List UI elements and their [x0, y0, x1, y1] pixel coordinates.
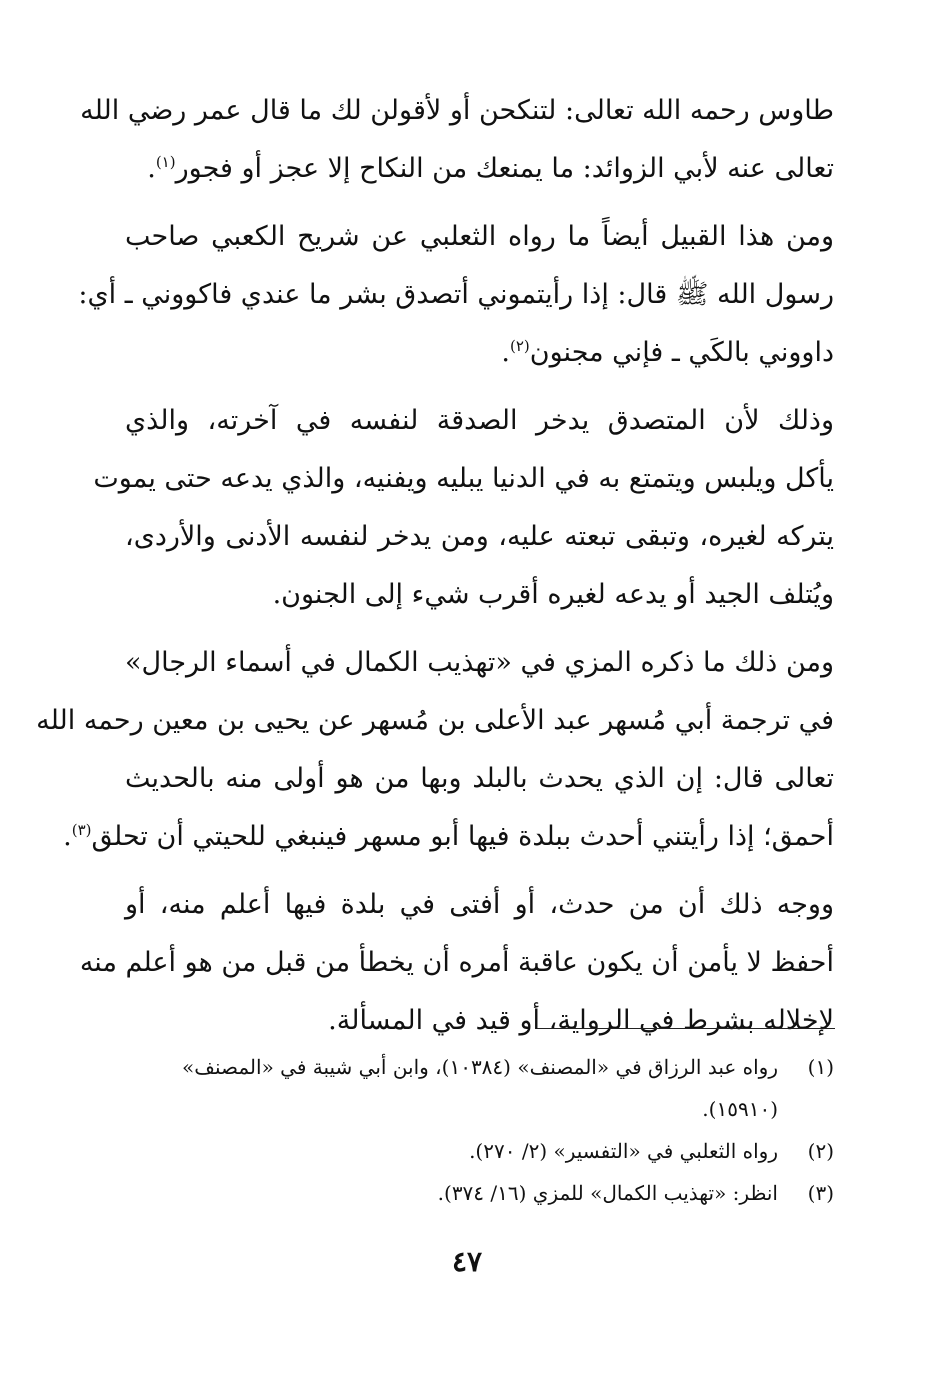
text-line: رسول الله ﷺ قال: إذا رأيتموني أتصدق بشر ما عندي فاكووني ـ أي:: [78, 279, 834, 310]
footnote-continuation: (١٥٩١٠).: [702, 1097, 778, 1121]
text-line: يتركه لغيره، وتبقى تبعته عليه، ومن يدخر لنفسه الأدنى والأردى،: [125, 521, 834, 552]
footnote-text: رواه عبد الرزاق في «المصنف» (١٠٣٨٤)، وابن أبي شيبة في «المصنف»: [182, 1055, 778, 1079]
line-text: داووني بالكَي ـ فإني مجنون: [529, 337, 834, 368]
text-line: ووجه ذلك أن من حدث، أو أفتى في بلدة فيها أعلم منه، أو: [125, 889, 834, 920]
text-line: طاوس رحمه الله تعالى: لتنكحن أو لأقولن لك ما قال عمر رضي الله: [80, 95, 834, 126]
paragraph: [93, 392, 834, 624]
line-end-punctuation: .: [501, 337, 510, 368]
page-number: ٤٧: [451, 1245, 483, 1278]
paragraph: [36, 634, 834, 866]
footnotes: [125, 1046, 834, 1214]
text-line: ويُتلف الجيد أو يدعه لغيره أقرب شيء إلى الجنون.: [272, 579, 834, 610]
footnote-item: [125, 1046, 834, 1130]
text-line: [125, 324, 834, 382]
footnote-number: (٢): [807, 1139, 834, 1163]
text-line: يأكل ويلبس ويتمتع به في الدنيا يبليه ويفنيه، والذي يدعه حتى يموت: [93, 463, 834, 494]
footnote-item: [125, 1172, 834, 1214]
text-line: في ترجمة أبي مُسهر عبد الأعلى بن مُسهر عن يحيى بن معين رحمه الله: [36, 705, 834, 736]
footnote-line: [125, 1046, 834, 1088]
paragraph: [80, 82, 834, 198]
paragraph: [78, 208, 834, 382]
text-line: [125, 140, 834, 198]
text-line: [63, 808, 834, 866]
line-text: أحمق؛ إذا رأيتني أحدث ببلدة فيها أبو مسهر فينبغي للحيتي أن تحلق: [91, 821, 834, 852]
footnote-number: (٣): [807, 1181, 834, 1205]
line-text: تعالى عنه لأبي الزوائد: ما يمنعك من النكاح إلا عجز أو فجور: [175, 153, 834, 184]
footnote-reference[interactable]: (٢): [510, 337, 530, 355]
text-line: لإخلاله بشرط في الرواية، أو قيد في المسألة.: [328, 1005, 834, 1036]
paragraph: [79, 876, 834, 1050]
footnote-line: [125, 1172, 834, 1214]
footnote-item: [125, 1130, 834, 1172]
footnote-number: (١): [807, 1055, 834, 1079]
footnote-reference[interactable]: (٣): [71, 821, 92, 839]
footnote-text: انظر: «تهذيب الكمال» للمزي (١٦/ ٣٧٤).: [437, 1181, 778, 1205]
footnote-separator: [537, 1028, 835, 1029]
text-line: ومن هذا القبيل أيضاً ما رواه الثعلبي عن شريح الكعبي صاحب: [125, 221, 834, 252]
text-line: تعالى قال: إن الذي يحدث بالبلد وبها من هو أولى منه بالحديث: [125, 763, 834, 794]
footnote-line: [125, 1130, 834, 1172]
main-text: [36, 82, 834, 1050]
footnote-reference[interactable]: (١): [155, 153, 176, 171]
line-end-punctuation: .: [147, 153, 156, 184]
text-line: ومن ذلك ما ذكره المزي في «تهذيب الكمال في أسماء الرجال»: [125, 647, 834, 678]
text-line: أحفظ لا يأمن أن يكون عاقبة أمره أن يخطأ من قبل من هو أعلم منه: [79, 947, 834, 978]
text-line: وذلك لأن المتصدق يدخر الصدقة لنفسه في آخرته، والذي: [125, 405, 834, 436]
line-end-punctuation: .: [63, 821, 72, 852]
footnote-text: رواه الثعلبي في «التفسير» (٢/ ٢٧٠).: [469, 1139, 778, 1163]
